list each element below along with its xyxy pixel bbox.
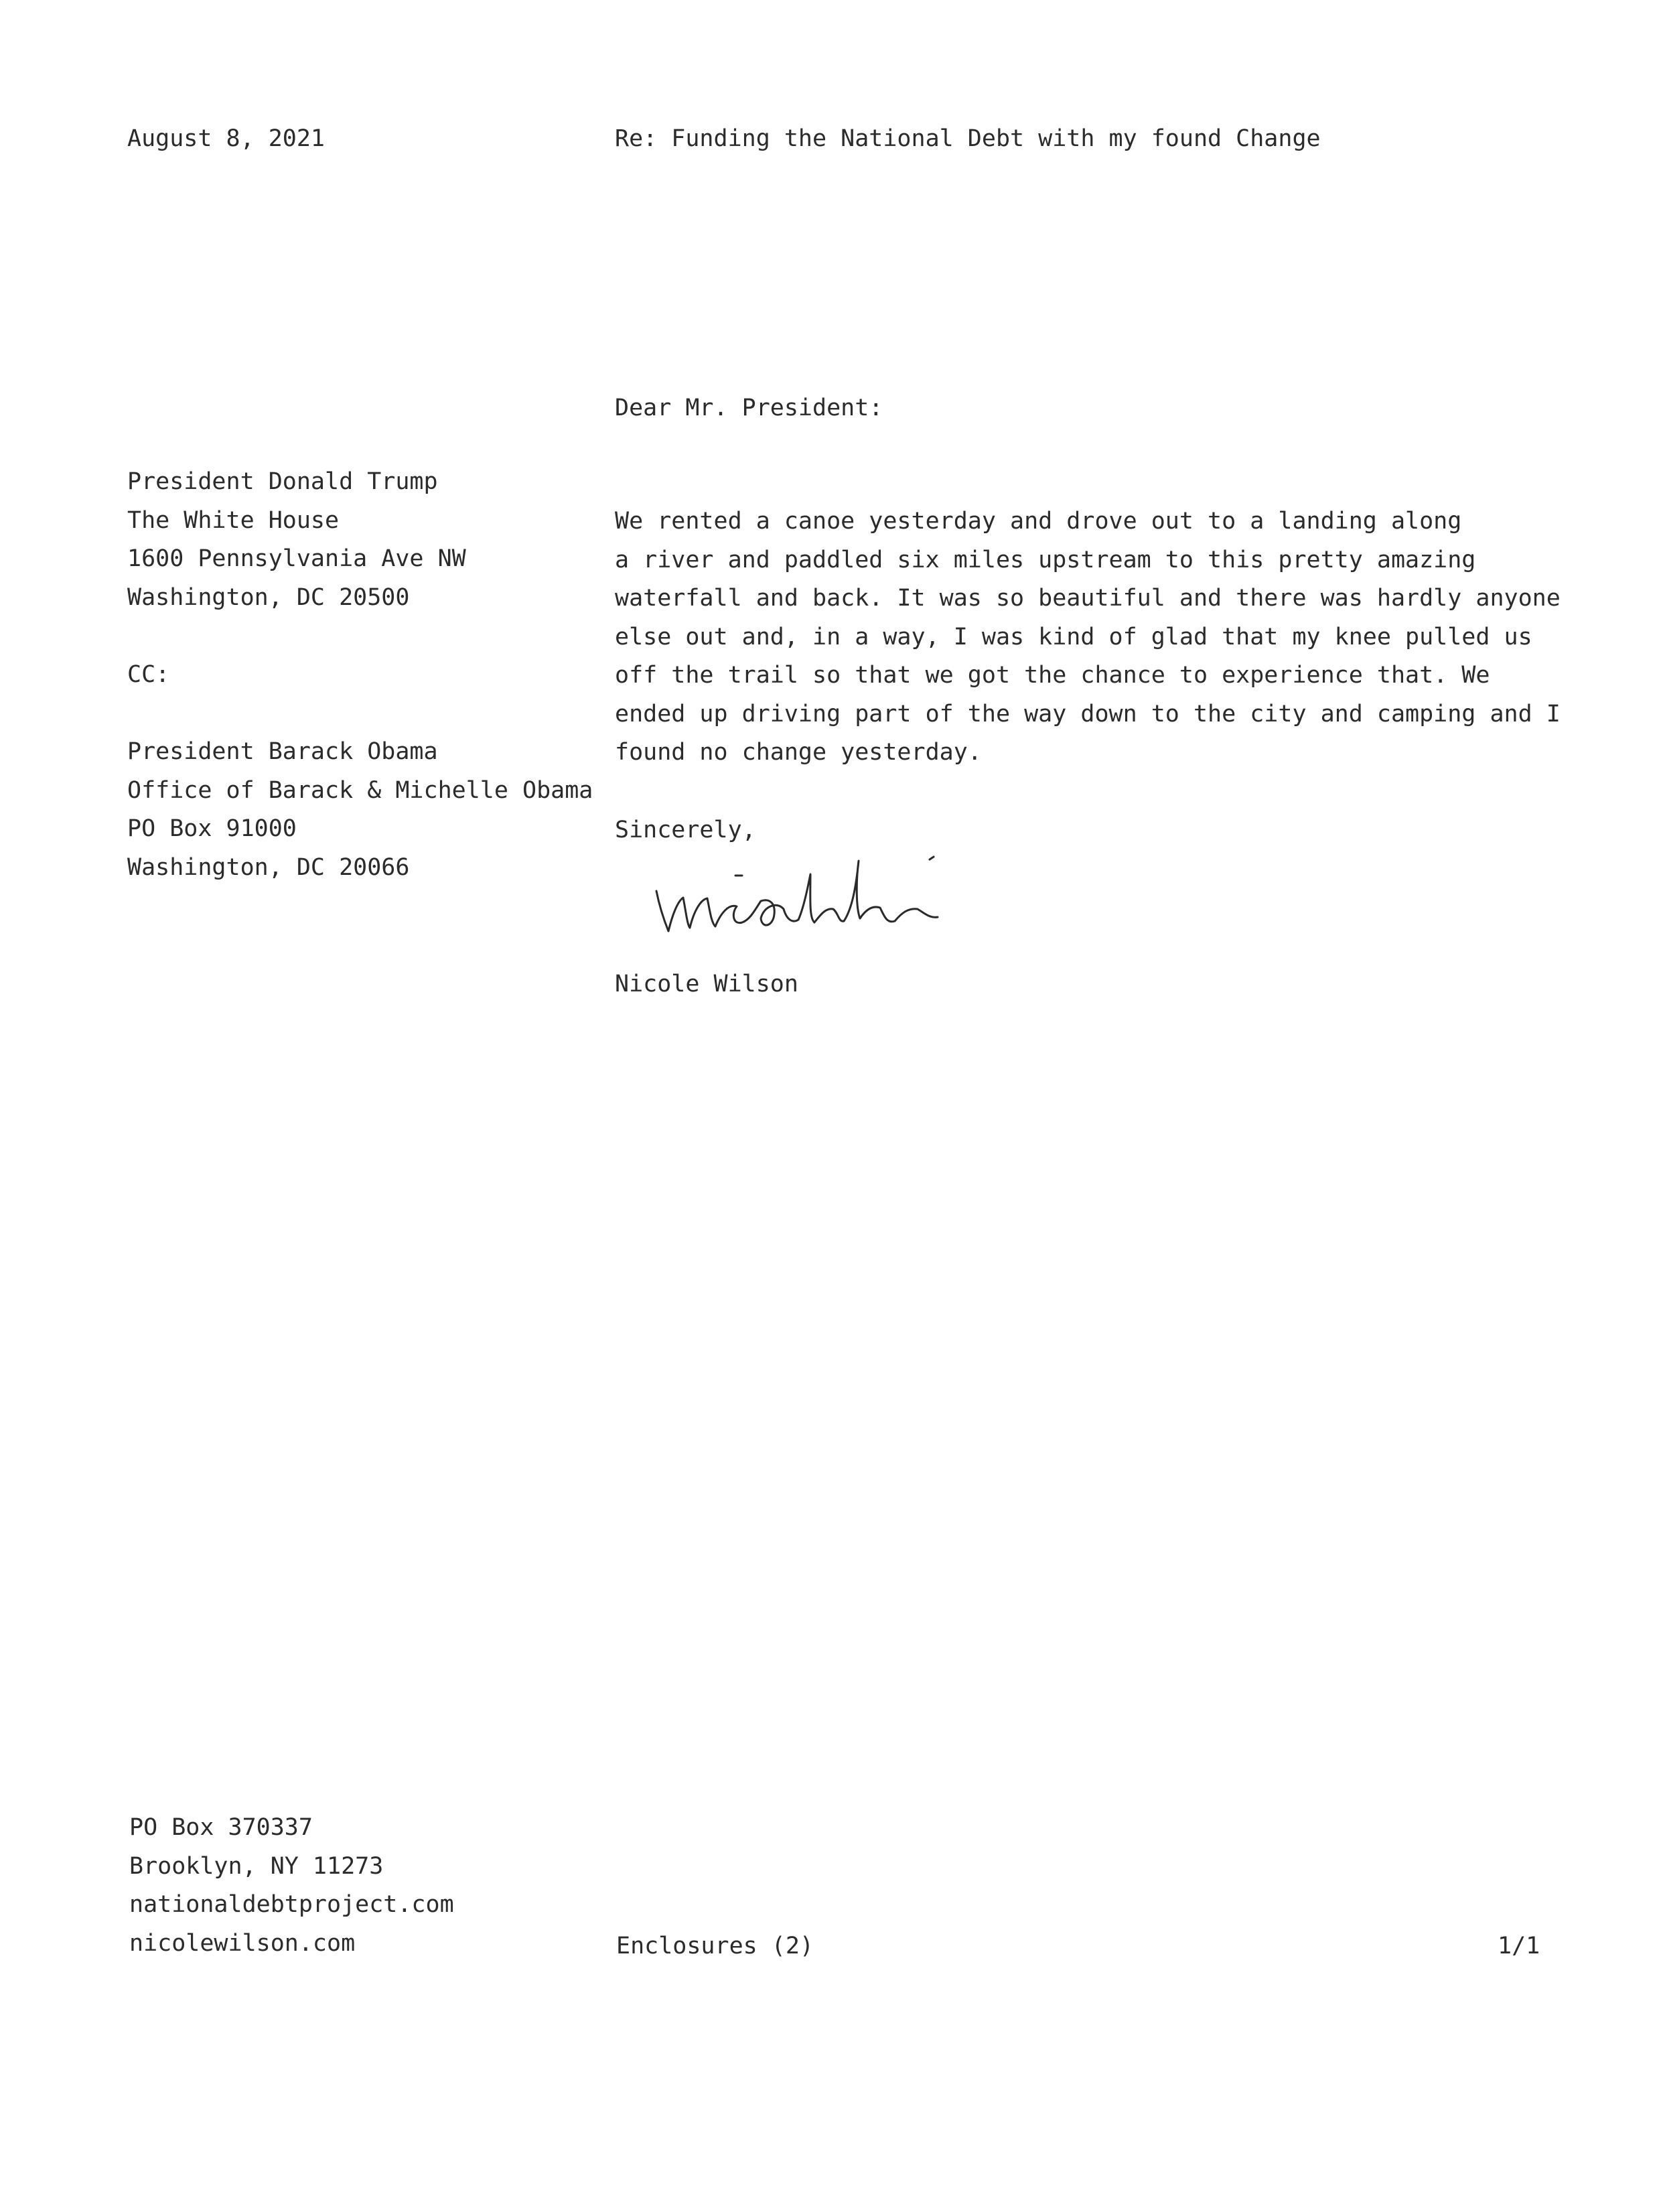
cc-line: Office of Barack & Michelle Obama: [127, 776, 593, 804]
cc-recipient-address: [127, 733, 593, 887]
cc-line: Washington, DC 20066: [127, 853, 410, 881]
handwritten-signature-icon: [643, 834, 1005, 948]
cc-line: PO Box 91000: [127, 815, 297, 842]
letter-date: August 8, 2021: [127, 125, 326, 152]
body-line: a river and paddled six miles upstream to this pretty amazing: [615, 546, 1476, 573]
body-line: off the trail so that we got the chance to experience that. We: [615, 662, 1490, 689]
letter-body: [615, 502, 1561, 772]
recipient-line: President Donald Trump: [127, 468, 438, 495]
sender-line: nationaldebtproject.com: [129, 1891, 454, 1918]
sender-line: Brooklyn, NY 11273: [129, 1852, 384, 1880]
body-line: else out and, in a way, I was kind of glad that my knee pulled us: [615, 623, 1532, 650]
recipient-line: The White House: [127, 506, 340, 534]
cc-line: President Barack Obama: [127, 738, 438, 765]
letter-subject: Re: Funding the National Debt with my found Change: [615, 125, 1321, 152]
closing: Sincerely,: [615, 817, 756, 843]
enclosures-note: Enclosures (2): [616, 1933, 814, 1959]
body-line: found no change yesterday.: [615, 739, 982, 766]
signer-name: Nicole Wilson: [615, 971, 798, 997]
recipient-line: Washington, DC 20500: [127, 583, 410, 611]
sender-line: nicolewilson.com: [129, 1929, 356, 1957]
recipient-line: 1600 Pennsylvania Ave NW: [127, 545, 466, 572]
page-number: 1/1: [1498, 1933, 1540, 1959]
sender-address: [129, 1809, 454, 1963]
body-line: We rented a canoe yesterday and drove out to a landing along: [615, 508, 1462, 535]
recipient-address: [127, 463, 466, 617]
salutation: Dear Mr. President:: [615, 395, 883, 421]
sender-line: PO Box 370337: [129, 1814, 313, 1841]
body-line: ended up driving part of the way down to the city and camping and I: [615, 700, 1561, 728]
cc-label: CC:: [127, 661, 170, 688]
body-line: waterfall and back. It was so beautiful and there was hardly anyone: [615, 585, 1561, 612]
